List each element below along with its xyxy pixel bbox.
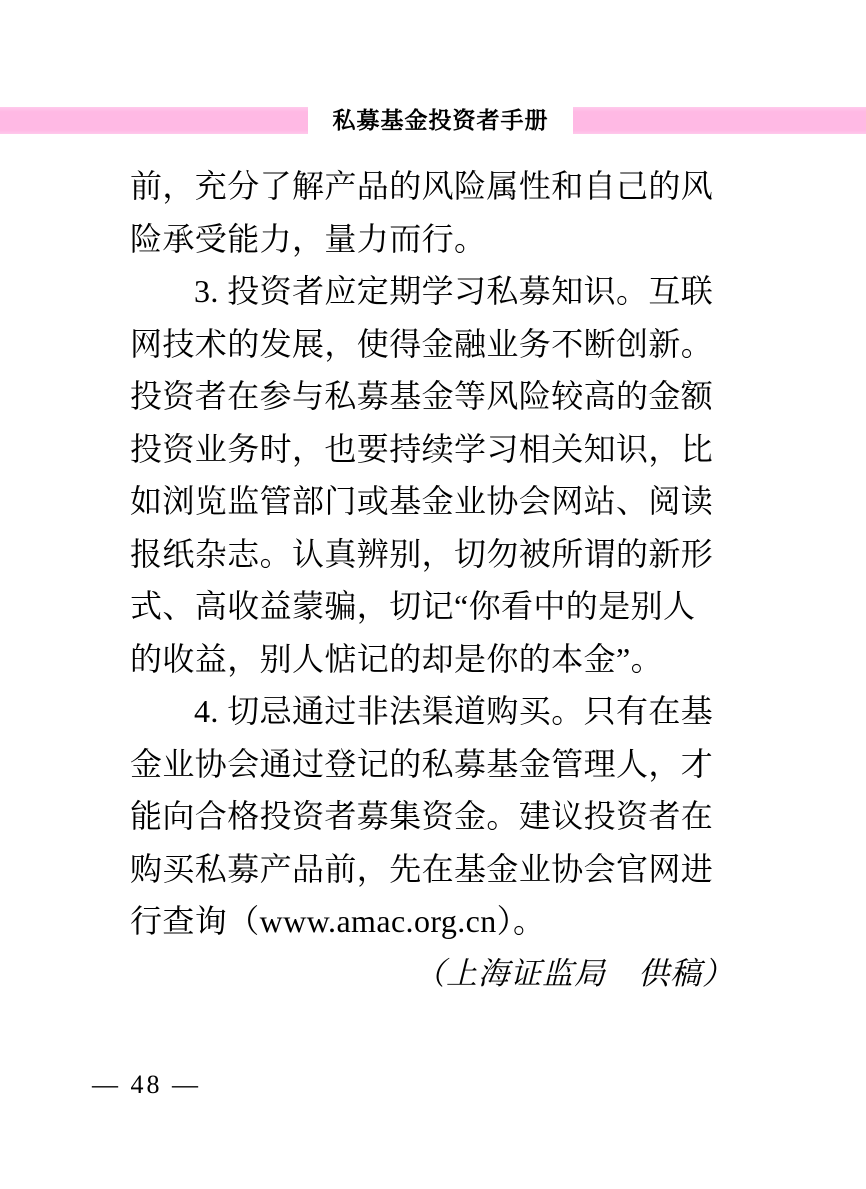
text-line: 购买私募产品前，先在基金业协会官网进 (130, 850, 714, 887)
text-line: 网技术的发展，使得金融业务不断创新。 (130, 325, 714, 362)
header-rule-right (573, 107, 866, 134)
text-line: 金业协会通过登记的私募基金管理人，才 (130, 745, 714, 782)
text-line: 投资业务时，也要持续学习相关知识，比 (130, 430, 714, 467)
text-line: 行查询（www.amac.org.cn）。 (130, 903, 546, 939)
text-line: 险承受能力，量力而行。 (130, 220, 487, 257)
text-line: 投资者在参与私募基金等风险较高的金额 (130, 378, 714, 414)
header-rule-left (0, 107, 308, 134)
text-line: 如浏览监管部门或基金业协会网站、阅读 (130, 483, 714, 519)
text-line: 式、高收益蒙骗，切记“你看中的是别人 (130, 588, 696, 624)
text-line: 3. 投资者应定期学习私募知识。互联 (194, 273, 714, 309)
text-line: 前，充分了解产品的风险属性和自己的风 (130, 168, 714, 204)
attribution-line: （上海证监局 供稿） (414, 955, 734, 991)
text-line: 能向合格投资者募集资金。建议投资者在 (130, 798, 714, 834)
body-text (130, 160, 750, 1000)
text-line: 4. 切忌通过非法渠道购买。只有在基 (194, 693, 714, 729)
text-line: 报纸杂志。认真辨别，切勿被所谓的新形 (130, 535, 714, 572)
text-line: 的收益，别人惦记的却是你的本金”。 (130, 640, 664, 677)
running-header (0, 107, 866, 134)
page-title: 私募基金投资者手册 (332, 107, 549, 133)
page-number: — 48 — (92, 1070, 201, 1099)
